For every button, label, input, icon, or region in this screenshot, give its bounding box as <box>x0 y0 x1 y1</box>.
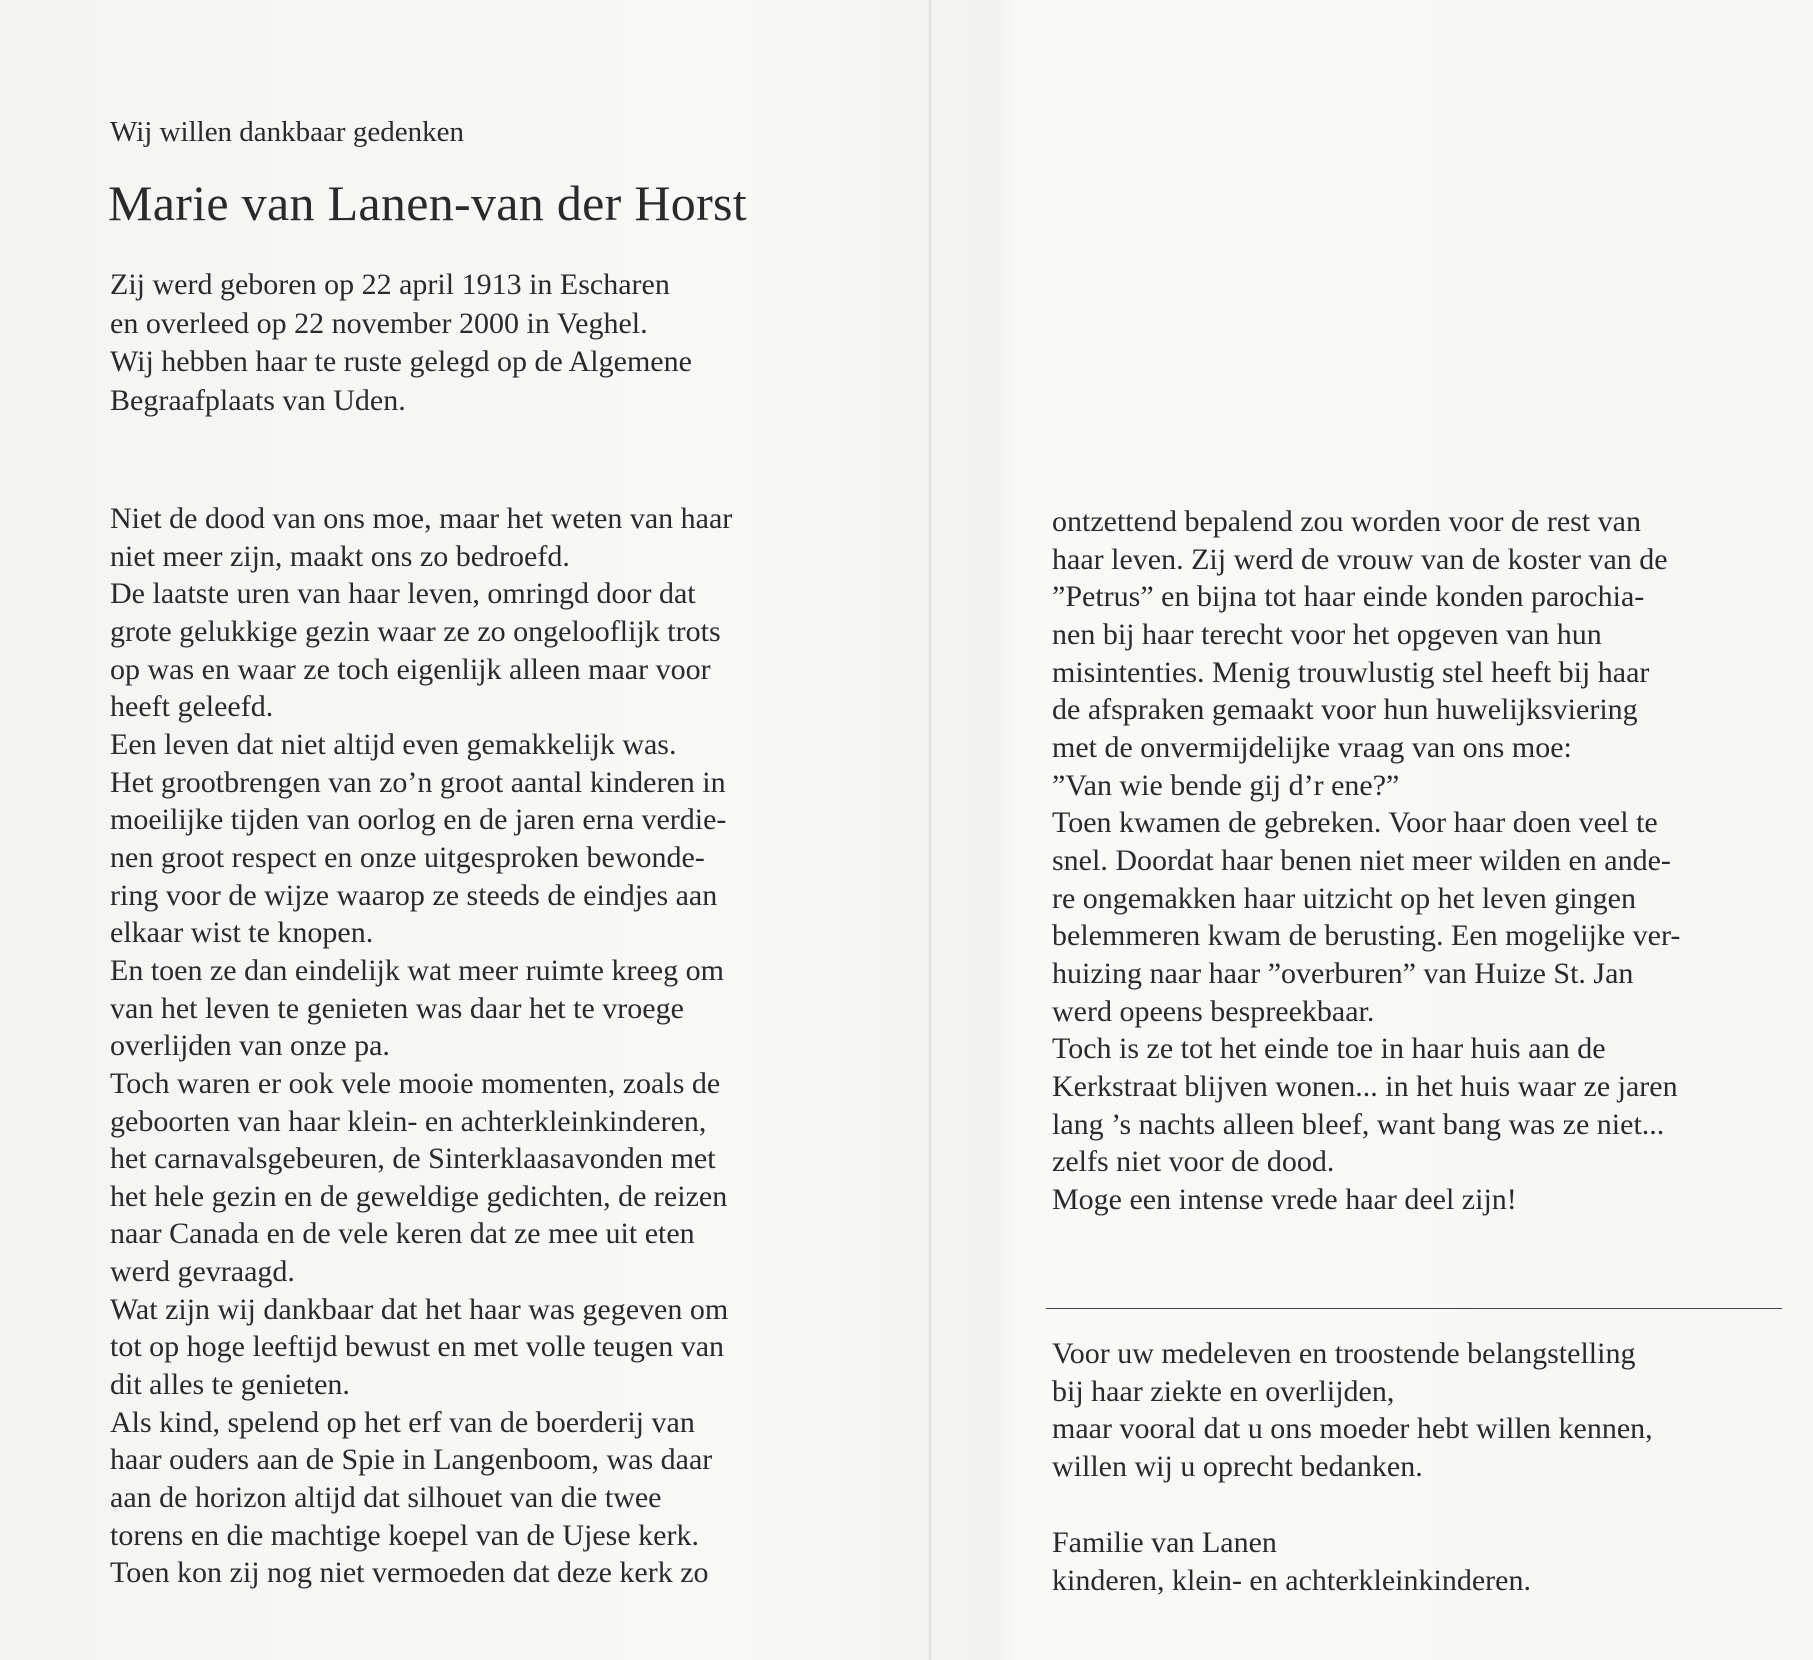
text-line: snel. Doordat haar benen niet meer wilden en ande- <box>1052 843 1671 877</box>
text-line: Als kind, spelend op het erf van de boerderij van <box>110 1405 695 1439</box>
text-line: re ongemakken haar uitzicht op het leven gingen <box>1052 881 1636 915</box>
memorial-text-right <box>1052 503 1680 1218</box>
text-line: Kerkstraat blijven wonen... in het huis waar ze jaren <box>1052 1069 1678 1103</box>
text-line: Het grootbrengen van zo’n groot aantal kinderen in <box>110 765 726 799</box>
text-line: werd gevraagd. <box>110 1255 295 1289</box>
text-line: ”Van wie bende gij d’r ene?” <box>1052 768 1400 802</box>
text-line: elkaar wist te knopen. <box>110 916 374 950</box>
facts-line: Begraafplaats van Uden. <box>110 383 406 417</box>
text-line: op was en waar ze toch eigenlijk alleen maar voor <box>110 652 711 686</box>
text-line: naar Canada en de vele keren dat ze mee uit eten <box>110 1217 695 1251</box>
text-line: lang ’s nachts alleen bleef, want bang was ze niet... <box>1052 1107 1665 1141</box>
text-line: dit alles te genieten. <box>110 1368 350 1402</box>
signature-line: kinderen, klein- en achterkleinkinderen. <box>1052 1563 1531 1597</box>
text-line: aan de horizon altijd dat silhouet van die twee <box>110 1481 662 1515</box>
divider-line <box>1046 1308 1782 1309</box>
text-line: Toen kwamen de gebreken. Voor haar doen veel te <box>1052 806 1658 840</box>
signature-line: Familie van Lanen <box>1052 1526 1277 1559</box>
text-line: Niet de dood van ons moe, maar het weten van haar <box>110 502 733 535</box>
text-line: moeilijke tijden van oorlog en de jaren erna verdie- <box>110 803 727 837</box>
text-line: ontzettend bepalend zou worden voor de rest van <box>1052 505 1641 538</box>
text-line: niet meer zijn, maakt ons zo bedroefd. <box>110 539 570 573</box>
text-line: zelfs niet voor de dood. <box>1052 1145 1335 1179</box>
text-line: heeft geleefd. <box>110 690 274 724</box>
memorial-text-left <box>110 500 732 1592</box>
text-line: huizing naar haar ”overburen” van Huize St. Jan <box>1052 956 1634 990</box>
facts-line: en overleed op 22 november 2000 in Veghel. <box>110 306 648 340</box>
right-page <box>932 0 1813 1660</box>
thanks-line: maar vooral dat u ons moeder hebt willen kennen, <box>1052 1412 1653 1445</box>
text-line: nen bij haar terecht voor het opgeven van hun <box>1052 617 1602 651</box>
text-line: ring voor de wijze waarop ze steeds de eindjes aan <box>110 878 718 912</box>
text-line: de afspraken gemaakt voor hun huwelijksviering <box>1052 693 1638 727</box>
text-line: het carnavalsgebeuren, de Sinterklaasavonden met <box>110 1142 716 1176</box>
text-line: haar leven. Zij werd de vrouw van de koster van de <box>1052 542 1668 576</box>
text-line: tot op hoge leeftijd bewust en met volle teugen van <box>110 1330 725 1364</box>
text-line: geboorten van haar klein- en achterkleinkinderen, <box>110 1104 707 1138</box>
text-line: overlijden van onze pa. <box>110 1029 390 1063</box>
text-line: En toen ze dan eindelijk wat meer ruimte kreeg om <box>110 953 724 987</box>
deceased-name: Marie van Lanen-van der Horst <box>108 175 747 231</box>
text-line: Moge een intense vrede haar deel zijn! <box>1052 1182 1517 1216</box>
facts-line: Wij hebben haar te ruste gelegd op de Algemene <box>110 345 692 378</box>
thanks-line: bij haar ziekte en overlijden, <box>1052 1374 1395 1408</box>
family-signature <box>1052 1524 1531 1599</box>
text-line: van het leven te genieten was daar het te vroege <box>110 991 684 1025</box>
text-line: belemmeren kwam de berusting. Een mogelijke ver- <box>1052 919 1681 953</box>
text-line: het hele gezin en de geweldige gedichten, de reizen <box>110 1179 728 1213</box>
intro-line: Wij willen dankbaar gedenken <box>110 116 464 148</box>
text-line: torens en die machtige koepel van de Ujese kerk. <box>110 1518 699 1552</box>
thanks-note <box>1052 1335 1653 1485</box>
text-line: met de onvermijdelijke vraag van ons moe: <box>1052 730 1572 764</box>
text-line: ”Petrus” en bijna tot haar einde konden parochia- <box>1052 580 1645 614</box>
text-line: haar ouders aan de Spie in Langenboom, was daar <box>110 1443 713 1477</box>
text-line: werd opeens bespreekbaar. <box>1052 994 1375 1028</box>
text-line: misintenties. Menig trouwlustig stel heeft bij haar <box>1052 655 1650 689</box>
text-line: Wat zijn wij dankbaar dat het haar was gegeven om <box>110 1292 729 1326</box>
thanks-line: Voor uw medeleven en troostende belangstelling <box>1052 1337 1636 1370</box>
thanks-line: willen wij u oprecht bedanken. <box>1052 1449 1423 1483</box>
text-line: grote gelukkige gezin waar ze zo ongelooflijk trots <box>110 614 721 648</box>
facts-line: Zij werd geboren op 22 april 1913 in Escharen <box>110 268 670 301</box>
text-line: Een leven dat niet altijd even gemakkelijk was. <box>110 727 677 761</box>
text-line: nen groot respect en onze uitgesproken bewonde- <box>110 840 705 874</box>
text-line: De laatste uren van haar leven, omringd door dat <box>110 577 696 611</box>
life-facts <box>110 266 692 420</box>
text-line: Toen kon zij nog niet vermoeden dat deze kerk zo <box>110 1556 709 1590</box>
text-line: Toch is ze tot het einde toe in haar huis aan de <box>1052 1032 1606 1066</box>
text-line: Toch waren er ook vele mooie momenten, zoals de <box>110 1066 721 1100</box>
